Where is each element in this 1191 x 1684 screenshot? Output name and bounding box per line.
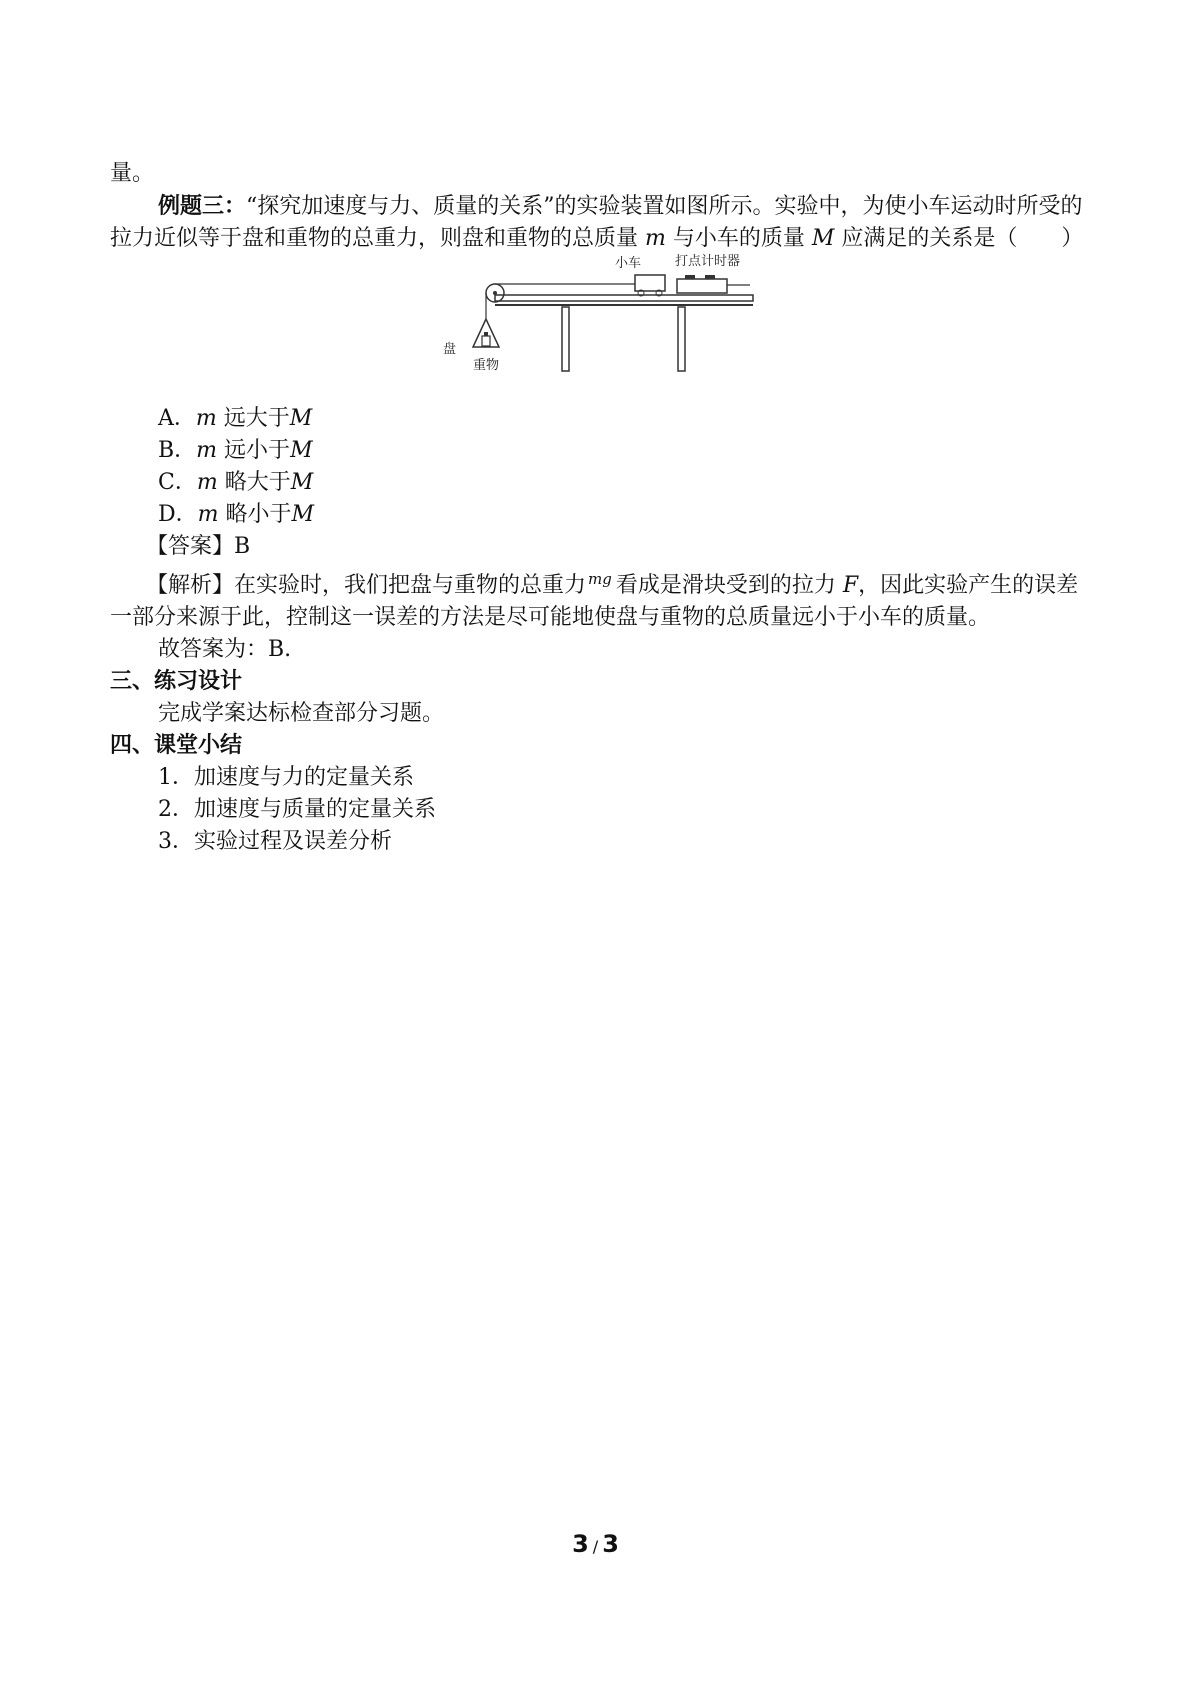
- summary-item: 1．加速度与力的定量关系: [158, 765, 414, 790]
- option-var-M: M: [290, 470, 314, 495]
- option-b: [110, 435, 1090, 467]
- example-3-question: [110, 190, 1090, 255]
- conclusion: 故答案为：B.: [158, 637, 292, 662]
- page-separator: /: [592, 1537, 599, 1556]
- option-letter: D．: [158, 502, 198, 527]
- example-3-label: 例题三：: [158, 193, 247, 219]
- page-number: [0, 1530, 1191, 1558]
- option-d: [110, 499, 1090, 531]
- label-cart: 小车: [615, 256, 642, 271]
- option-var-M: M: [289, 406, 313, 431]
- option-letter: A．: [158, 406, 196, 431]
- option-relation: 远大于: [223, 406, 290, 431]
- option-var-m: m: [196, 470, 218, 495]
- section-4-title: 四、课堂小结: [110, 733, 243, 758]
- var-M: M: [811, 226, 835, 251]
- option-c: [110, 467, 1090, 499]
- option-var-m: m: [196, 438, 218, 463]
- label-pan: 盘: [443, 342, 457, 357]
- formula-mg: mg: [588, 570, 612, 588]
- section-3-title: 三、练习设计: [110, 669, 243, 694]
- option-relation: 远小于: [224, 438, 291, 463]
- analysis-mid: 看成是滑块受到的拉力: [615, 573, 843, 598]
- option-letter: B．: [158, 438, 197, 463]
- option-var-M: M: [290, 438, 313, 463]
- experiment-apparatus-diagram: [465, 256, 765, 399]
- option-relation: 略小于: [225, 502, 292, 527]
- section-3-text: 完成学案达标检查部分习题。: [158, 701, 445, 726]
- label-weight: 重物: [473, 358, 500, 373]
- analysis: [110, 563, 1090, 634]
- example-3-text-1: “探究加速度与力、质量的关系”的实验装置如图所示。实验中，为使小车运动时所受的拉力近似等于盘和重物的总重力，则盘和重物的总质量: [110, 194, 1083, 251]
- analysis-rest: ，因此实验产生的误差一部分来源于此，控制这一误差的方法是尽可能地使盘与重物的总质量远小于小车的质量。: [110, 573, 1079, 630]
- example-3-text-2: 与小车的质量: [665, 226, 812, 251]
- var-F: F: [842, 573, 859, 598]
- analysis-prefix: 【解析】在实验时，我们把盘与重物的总重力: [146, 573, 587, 598]
- continued-text: 量。: [110, 161, 155, 186]
- label-timer: 打点计时器: [675, 254, 741, 269]
- summary-item: 3．实验过程及误差分析: [158, 829, 392, 854]
- page-total: 3: [602, 1530, 619, 1558]
- option-var-m: m: [195, 406, 217, 431]
- option-relation: 略大于: [224, 470, 291, 495]
- answer: 【答案】B: [146, 534, 251, 559]
- document-body: [110, 158, 1090, 858]
- example-3-text-3: 应满足的关系是（ ）: [834, 226, 1084, 251]
- option-var-M: M: [291, 502, 315, 527]
- option-var-m: m: [197, 502, 219, 527]
- page-current: 3: [572, 1530, 589, 1558]
- option-letter: C．: [158, 470, 197, 495]
- experiment-figure: [443, 254, 765, 399]
- var-m: m: [645, 226, 666, 251]
- option-a: [110, 403, 1090, 435]
- summary-item: 2．加速度与质量的定量关系: [158, 797, 436, 822]
